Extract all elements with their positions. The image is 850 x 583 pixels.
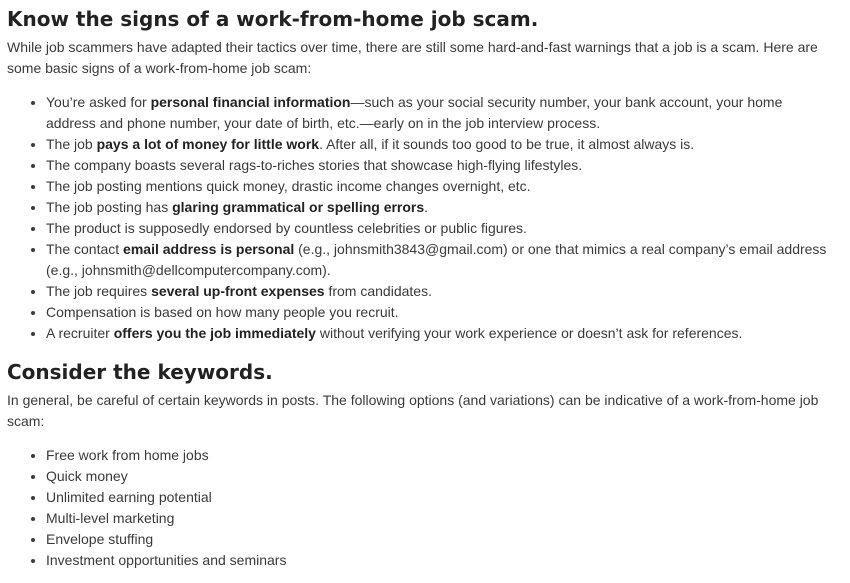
list-item: • A recruiter offers you the job immediately without verifying your work experience or doesn’t ask for references. (46, 323, 830, 344)
section2-intro: In general, be careful of certain keywords in posts. The following options (and variations) can be indicative of a work-from-home job scam: (7, 392, 819, 429)
list-item: • Unlimited earning potential (46, 487, 830, 508)
list-item: • Compensation is based on how many people you recruit. (46, 302, 830, 323)
list-item: • The job posting has glaring grammatical or spelling errors. (46, 197, 830, 218)
keywords-list (7, 445, 830, 571)
list-item: • The job posting mentions quick money, drastic income changes overnight, etc. (46, 176, 830, 197)
list-item: • The product is supposedly endorsed by countless celebrities or public figures. (46, 218, 830, 239)
section1-heading: Know the signs of a work-from-home job scam. (7, 7, 539, 31)
section2-heading: Consider the keywords. (7, 360, 273, 384)
scam-signs-list (7, 92, 830, 344)
list-item: • Quick money (46, 466, 830, 487)
section1-intro: While job scammers have adapted their tactics over time, there are still some hard-and-fast warnings that a job is a scam. Here are some basic signs of a work-from-home job scam: (7, 39, 818, 76)
list-item: • The job pays a lot of money for little work. After all, if it sounds too good to be true, it almost always is. (46, 134, 830, 155)
list-item: • Multi-level marketing (46, 508, 830, 529)
list-item: • The company boasts several rags-to-riches stories that showcase high-flying lifestyles. (46, 155, 830, 176)
list-item: • The contact email address is personal (e.g., johnsmith3843@gmail.com) or one that mimics a real company’s email address (e.g., johnsmith@dellcomputercompany.com). (46, 239, 830, 281)
section2 (7, 359, 830, 571)
list-item: • Investment opportunities and seminars (46, 550, 830, 571)
list-item: • You’re asked for personal financial information—such as your social security number, your bank account, your home address and phone number, your date of birth, etc.—early on in the job interview process. (46, 92, 830, 134)
list-item: • Free work from home jobs (46, 445, 830, 466)
list-item: • Envelope stuffing (46, 529, 830, 550)
list-item: • The job requires several up-front expenses from candidates. (46, 281, 830, 302)
